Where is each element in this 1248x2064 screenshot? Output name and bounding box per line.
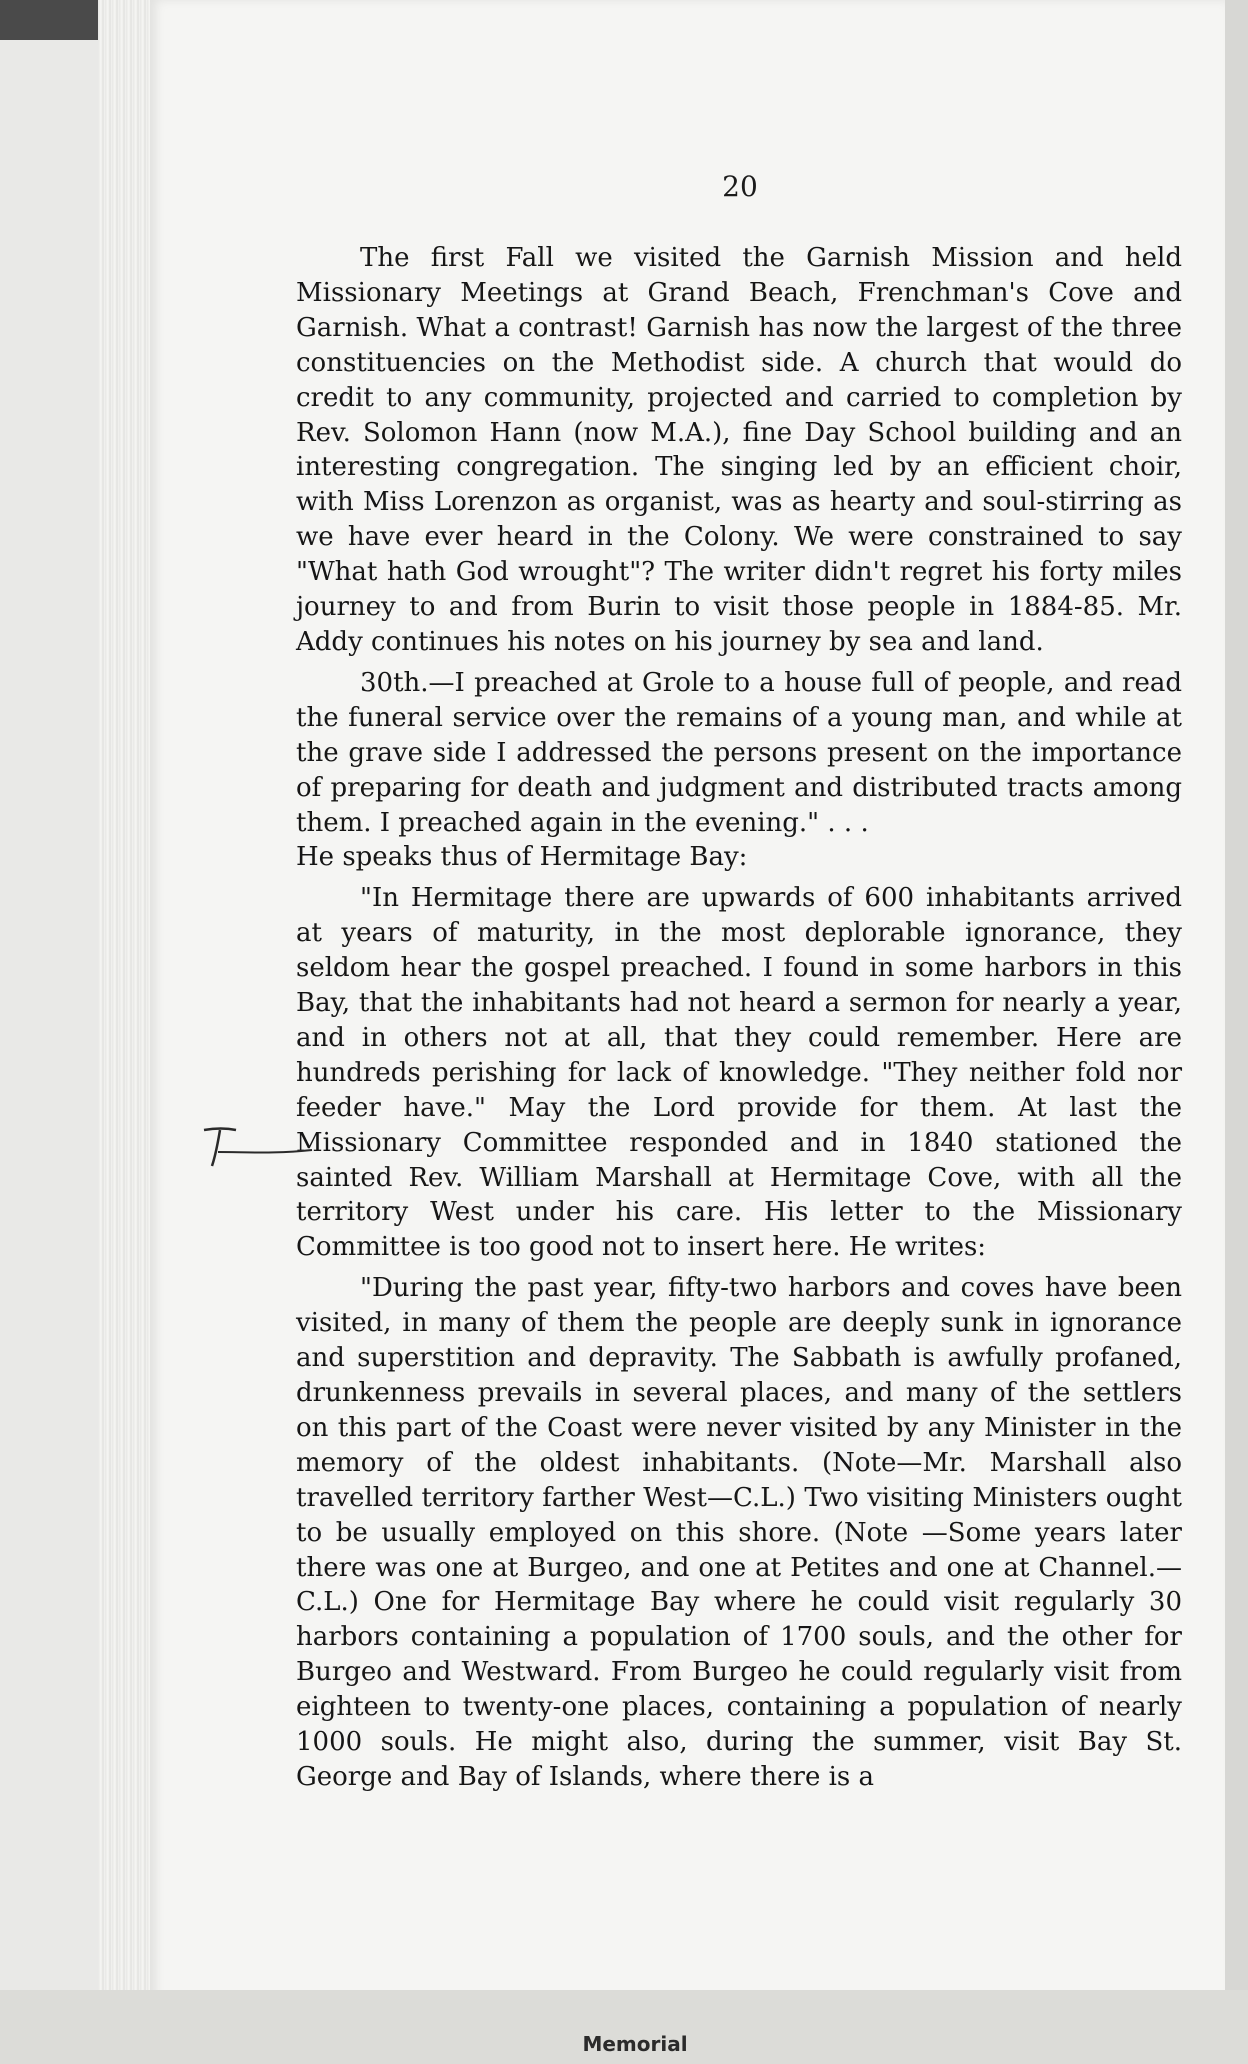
library-stamp: Memorial — [582, 2032, 688, 2056]
right-page-edge — [1225, 0, 1248, 2064]
paragraph-hermitage-quote: "In Hermitage there are upwards of 600 inhabitants arrived at years of maturity, in the most deplorable ignorance, they seldom hear the gospel preached. I found in some harbors in this Bay, that the inhabitants had not heard a sermon for nearly a year, and in others not at all, that they could remember. Here are hundreds perishing for lack of knowledge. "They neither fold nor feeder have." May the Lord provide for them. At last the Missionary Committee responded and in 1840 stationed the sainted Rev. William Marshall at Hermitage Cove, with all the territory West under his care. His letter to the Missionary Committee is too good not to insert here. He writes: — [296, 883, 1182, 1263]
page-stack-edge — [98, 0, 158, 2045]
body-text — [296, 241, 1182, 1795]
paragraph-grole-sermon: 30th.—I preached at Grole to a house full of people, and read the funeral service over the remains of a young man, and while at the grave side I addressed the persons present on the importance of preparing for death and judgment and distributed tracts among them. I preached again in the evening." . . . — [296, 667, 1182, 838]
handwritten-margin-mark — [196, 1120, 316, 1180]
paragraph-marshall-letter: "During the past year, fifty-two harbors and coves have been visited, in many of them the people are deeply sunk in ignorance and superstition and depravity. The Sabbath is awfully profaned, drunkenness prevails in several places, and many of the settlers on this part of the Coast were never visited by any Minister in the memory of the oldest inhabitants. (Note—Mr. Marshall also travelled territory farther West—C.L.) Two visiting Ministers ought to be usually employed on this shore. (Note —Some years later there was one at Burgeo, and one at Petites and one at Channel.—C.L.) One for Hermitage Bay where he could visit regularly 30 harbors containing a population of 1700 souls, and the other for Burgeo and Westward. From Burgeo he could regularly visit from eighteen to twenty-one places, containing a population of nearly 1000 souls. He might also, during the summer, visit Bay St. George and Bay of Islands, where there is a — [296, 1273, 1182, 1792]
page-number: 20 — [722, 170, 758, 203]
paragraph-hermitage-intro: He speaks thus of Hermitage Bay: — [296, 842, 748, 873]
paragraph-garnish-mission: The first Fall we visited the Garnish Mission and held Missionary Meetings at Grand Beach, Frenchman's Cove and Garnish. What a contrast! Garnish has now the largest of the three constituencies on the Methodist side. A church that would do credit to any community, projected and carried to completion by Rev. Solomon Hann (now M.A.), fine Day School building and an interesting congregation. The singing led by an efficient choir, with Miss Lorenzon as organist, was as hearty and soul-stirring as we have ever heard in the Colony. We were constrained to say "What hath God wrought"? The writer didn't regret his forty miles journey to and from Burin to visit those people in 1884-85. Mr. Addy continues his notes on his journey by sea and land. — [296, 243, 1182, 657]
